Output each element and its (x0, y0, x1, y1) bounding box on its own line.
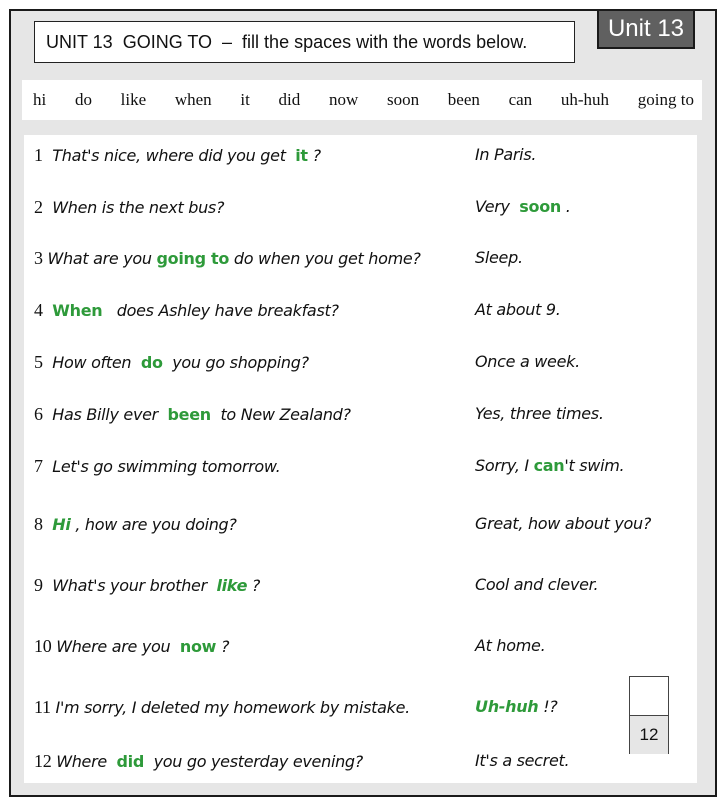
response (475, 751, 569, 770)
question (34, 751, 363, 772)
unit-badge: Unit 13 (597, 11, 695, 49)
response (475, 352, 580, 371)
question-number: 9 (34, 575, 43, 595)
response-text: At about 9. (475, 300, 561, 319)
answer-word[interactable]: like (216, 576, 248, 595)
question-text: Where (51, 752, 117, 771)
question-text: That's nice, where did you get (42, 146, 296, 165)
question-text (43, 515, 53, 534)
worksheet-title: UNIT 13 GOING TO – fill the spaces with the words below. (34, 21, 575, 63)
question (34, 514, 237, 535)
exercise-row-12 (24, 751, 697, 781)
word-bank-item: do (74, 90, 92, 109)
response-text: Great, how about you? (475, 514, 652, 533)
response (475, 248, 523, 267)
exercise-row-9 (24, 575, 697, 605)
word-bank-item: can (508, 90, 533, 109)
question (34, 197, 224, 218)
response (475, 575, 598, 594)
question-number: 3 (34, 248, 43, 268)
exercise-row-10 (24, 636, 697, 666)
exercise-row-1 (24, 145, 697, 175)
question-number: 10 (34, 636, 52, 656)
exercise-row-4 (24, 300, 697, 330)
question (34, 352, 309, 373)
question (34, 404, 351, 425)
word-bank-item: now (328, 90, 359, 109)
word-bank-item: uh-huh (560, 90, 610, 109)
exercise-row-3 (24, 248, 697, 278)
question-text: Let's go swimming tomorrow. (42, 457, 281, 476)
question-text: What's your brother (42, 576, 217, 595)
answer-word[interactable]: do (140, 353, 163, 372)
question-text: Has Billy ever (42, 405, 168, 424)
word-bank-item: soon (386, 90, 420, 109)
question-text: do when you get home? (229, 249, 421, 268)
response (475, 697, 558, 716)
answer-word[interactable]: When (52, 301, 103, 320)
response (475, 514, 651, 533)
exercise-row-6 (24, 404, 697, 434)
question-text: I'm sorry, I deleted my homework by mistake. (50, 698, 410, 717)
question-text (43, 301, 53, 320)
question-number: 4 (34, 300, 43, 320)
response (475, 456, 624, 475)
answer-word[interactable]: Uh-huh (475, 697, 539, 716)
question (34, 575, 260, 596)
answer-word[interactable]: did (116, 752, 144, 771)
question (34, 300, 339, 321)
question-text: ? (216, 637, 230, 656)
question-text: When is the next bus? (42, 198, 225, 217)
question-text: ? (247, 576, 261, 595)
exercise-panel (24, 135, 697, 783)
question-text: you go yesterday evening? (144, 752, 363, 771)
worksheet-frame (9, 9, 717, 797)
question-number: 1 (34, 145, 43, 165)
response-text: 't swim. (564, 456, 625, 475)
question (34, 145, 321, 166)
word-bank-item: when (174, 90, 212, 109)
question (34, 697, 410, 718)
answer-word[interactable]: been (167, 405, 211, 424)
word-bank-item: been (447, 90, 480, 109)
score-total: 12 (630, 716, 668, 754)
response-text: In Paris. (475, 145, 537, 164)
response-text: Sleep. (475, 248, 523, 267)
response-text: Once a week. (475, 352, 580, 371)
answer-word[interactable]: going to (156, 249, 230, 268)
question-number: 12 (34, 751, 52, 771)
exercise-row-11 (24, 697, 697, 727)
response (475, 300, 561, 319)
exercise-row-2 (24, 197, 697, 227)
score-box (629, 676, 669, 754)
word-bank-item: hi (33, 90, 47, 109)
exercise-row-5 (24, 352, 697, 382)
question (34, 248, 421, 269)
question-text: Where are you (51, 637, 180, 656)
response-text: At home. (475, 636, 546, 655)
response-text: Yes, three times. (475, 404, 604, 423)
answer-word[interactable]: it (295, 146, 308, 165)
word-bank-item: did (278, 90, 301, 109)
word-bank (22, 80, 702, 120)
response (475, 145, 536, 164)
response-text: Cool and clever. (475, 575, 599, 594)
question (34, 456, 280, 477)
response-text: Very (475, 197, 520, 216)
answer-word[interactable]: soon (519, 197, 561, 216)
question-number: 5 (34, 352, 43, 372)
question-text: does Ashley have breakfast? (102, 301, 339, 320)
word-bank-item: going to (637, 90, 694, 109)
answer-word[interactable]: now (179, 637, 217, 656)
question-number: 6 (34, 404, 43, 424)
response-text: Sorry, I (475, 456, 534, 475)
word-bank-item: it (240, 90, 250, 109)
word-bank-item: like (120, 90, 147, 109)
question-number: 8 (34, 514, 43, 534)
exercise-row-8 (24, 514, 697, 544)
question-text: , how are you doing? (70, 515, 237, 534)
answer-word[interactable]: can (533, 456, 565, 475)
response (475, 404, 604, 423)
question-number: 2 (34, 197, 43, 217)
score-input[interactable] (630, 677, 668, 716)
exercise-row-7 (24, 456, 697, 486)
question-text: How often (42, 353, 141, 372)
answer-word[interactable]: Hi (52, 515, 71, 534)
response-text: . (560, 197, 571, 216)
question-text: What are you (42, 249, 157, 268)
response (475, 636, 545, 655)
question-number: 11 (34, 697, 51, 717)
response-text: !? (538, 697, 558, 716)
question-text: to New Zealand? (210, 405, 351, 424)
question-text: you go shopping? (162, 353, 309, 372)
response-text: It's a secret. (475, 751, 570, 770)
question-number: 7 (34, 456, 43, 476)
question-text: ? (307, 146, 321, 165)
question (34, 636, 229, 657)
response (475, 197, 571, 216)
